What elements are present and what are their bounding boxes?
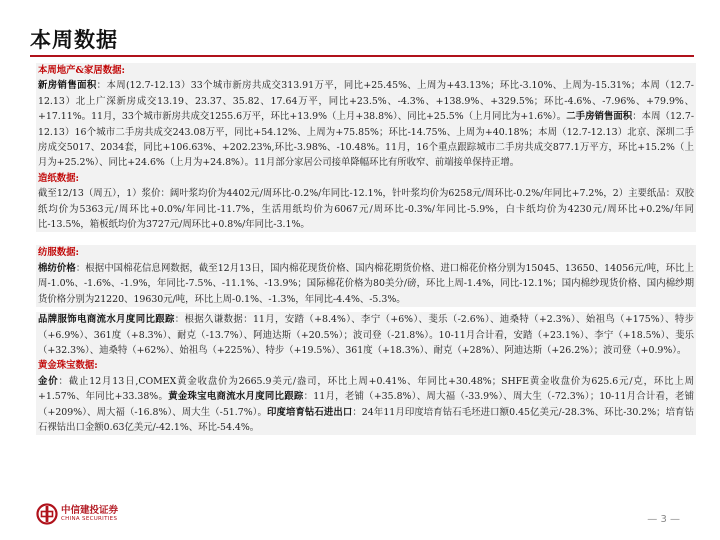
second-home-text: ：本周（12.7-12.13）16个城市二手房共成交243.08万平，同比+54.12%、上周为+75.85%；环比-14.75%、上周为+40.18%；本周（12.7-12.13）北京、深圳二手房成交5017、2034套，同比+106.63%、+202.23%,环比-3.98%、-10.48%。11月，16个重点跟踪城市二手房共成交877.1万平方，环比+15.2%（上月为+25.2%）、同比+24.6%（上月为+24.8%）。11月部分家居公司接单降幅环比有所收窄、前端接单保持正增。 bbox=[38, 111, 694, 169]
textile-ecom-section bbox=[36, 312, 696, 358]
gold-price-label: 金价 bbox=[38, 375, 59, 387]
paper-text: 截至12/13（周五），1）浆价：阔叶浆均价为4402元/周环比-0.2%/年同比-12.1%，针叶浆均价为6258元/周环比-0.2%/年同比+7.2%，2）主要纸品：双胶纸均价为5363元/周环比+0.0%/年同比-11.7%，生活用纸均价为6067元/周环比-0.3%/年同比-5.9%，白卡纸均价为4230元/周环比+0.2%/年同比-13.5%，箱板纸均价为3727元/周环比+0.8%/年同比-3.1%。 bbox=[38, 188, 694, 231]
paper-heading: 造纸数据: bbox=[38, 172, 79, 184]
second-home-label: 二手房销售面积 bbox=[566, 111, 633, 123]
india-diamond-label: 印度培育钻石进出口 bbox=[267, 406, 353, 418]
india-diamond-text: ：24年11月印度培育钻石毛坯进口额0.45亿美元/-28.3%、环比-30.2%；培育钻石裸钻出口金额0.63亿美元/-42.1%、环比-54.4%。 bbox=[38, 406, 694, 433]
title-divider bbox=[30, 55, 694, 57]
apparel-ecom-text: ：根据久谦数据：11月，安踏（+8.4%）、李宁（+6%）、斐乐（-2.6%）、迪桑特（+2.3%）、始祖鸟（+175%）、特步（+6.9%）、361度（+8.3%）、耐克（-13.7%）、阿迪达斯（+20.5%）；波司登（-21.8%）。10-11月合计看，安踏（+23.1%）、李宁（+18.5%）、斐乐（+32.3%）、迪桑特（+62%）、始祖鸟（+225%）、特步（+19.5%）、361度（+18.3%）、耐克（+28%）、阿迪达斯（+26.2%）；波司登（+0.9%）。 bbox=[38, 314, 694, 356]
cotton-text: ：根据中国棉花信息网数据，截至12月13日，国内棉花现货价格、国内棉花期货价格、进口棉花价格分别为15045、13650、14056元/吨，环比上周-1.0%、-1.6%、-1.9%，年同比-7.5%、-11.1%、-13.9%；国际棉花价格为80美分/磅，环比上周-1.4%，同比-12.1%；国内棉纱现货价格、国内棉纱期货价格分别为21220、19630元/吨，环比上周-0.1%、-1.3%，年同比-4.4%、-5.3%。 bbox=[38, 262, 694, 305]
new-home-label: 新房销售面积 bbox=[38, 80, 97, 92]
citic-logo-icon bbox=[36, 503, 58, 525]
jewelry-ecom-text: ：11月，老铺（+35.8%）、周大福（-33.9%）、周大生（-72.3%）；10-11月合计看，老铺（+209%）、周大福（-16.8%）、周大生（-51.7%）。 bbox=[38, 391, 694, 418]
section-gap bbox=[36, 232, 696, 245]
brand-name-cn: 中信建投证券 bbox=[61, 505, 119, 516]
realestate-heading: 本周地产&家居数据: bbox=[38, 65, 125, 76]
paper-section bbox=[36, 171, 696, 233]
jewelry-heading: 黄金珠宝数据: bbox=[38, 360, 98, 372]
new-home-text: ：本周(12.7-12.13）33个城市新房共成交313.91万平，同比+25.45%、上周为+43.13%；环比-3.10%、上周为-15.31%；本周（12.7-12.13）北上广深新房成交13.19、23.37、35.82、17.64万平，同比+23.5%、-4.3%、+138.9%、+329.5%；环比-4.6%、-7.96%、+79.9%、+17.11%。11月，33个城市新房共成交1255.6万平，环比+13.9%（上月+38.8%）、同比+25.5%（上月同比为+1.6%）。 bbox=[38, 80, 694, 123]
apparel-ecom-label: 品牌服饰电商流水月度同比跟踪 bbox=[38, 314, 175, 326]
jewelry-section bbox=[36, 358, 696, 435]
content-body bbox=[36, 63, 696, 435]
page-title: 本周数据 bbox=[30, 28, 118, 52]
textile-heading: 纺服数据: bbox=[38, 247, 79, 259]
page-number: — 3 — bbox=[647, 514, 680, 525]
gold-price-text: ：截止12月13日,COMEX黄金收盘价为2665.9美元/盎司，环比上周+0.41%、年同比+30.48%；SHFE黄金收盘价为625.6元/克，环比上周+1.57%、年同比+33.38%。 bbox=[38, 375, 694, 403]
cotton-label: 棉纺价格 bbox=[38, 262, 76, 274]
realestate-section bbox=[36, 63, 696, 171]
brand-name-en: CHINA SECURITIES bbox=[61, 516, 118, 522]
textile-section bbox=[36, 245, 696, 307]
jewelry-ecom-label: 黄金珠宝电商流水月度同比跟踪 bbox=[168, 391, 304, 403]
brand-logo bbox=[36, 503, 118, 525]
